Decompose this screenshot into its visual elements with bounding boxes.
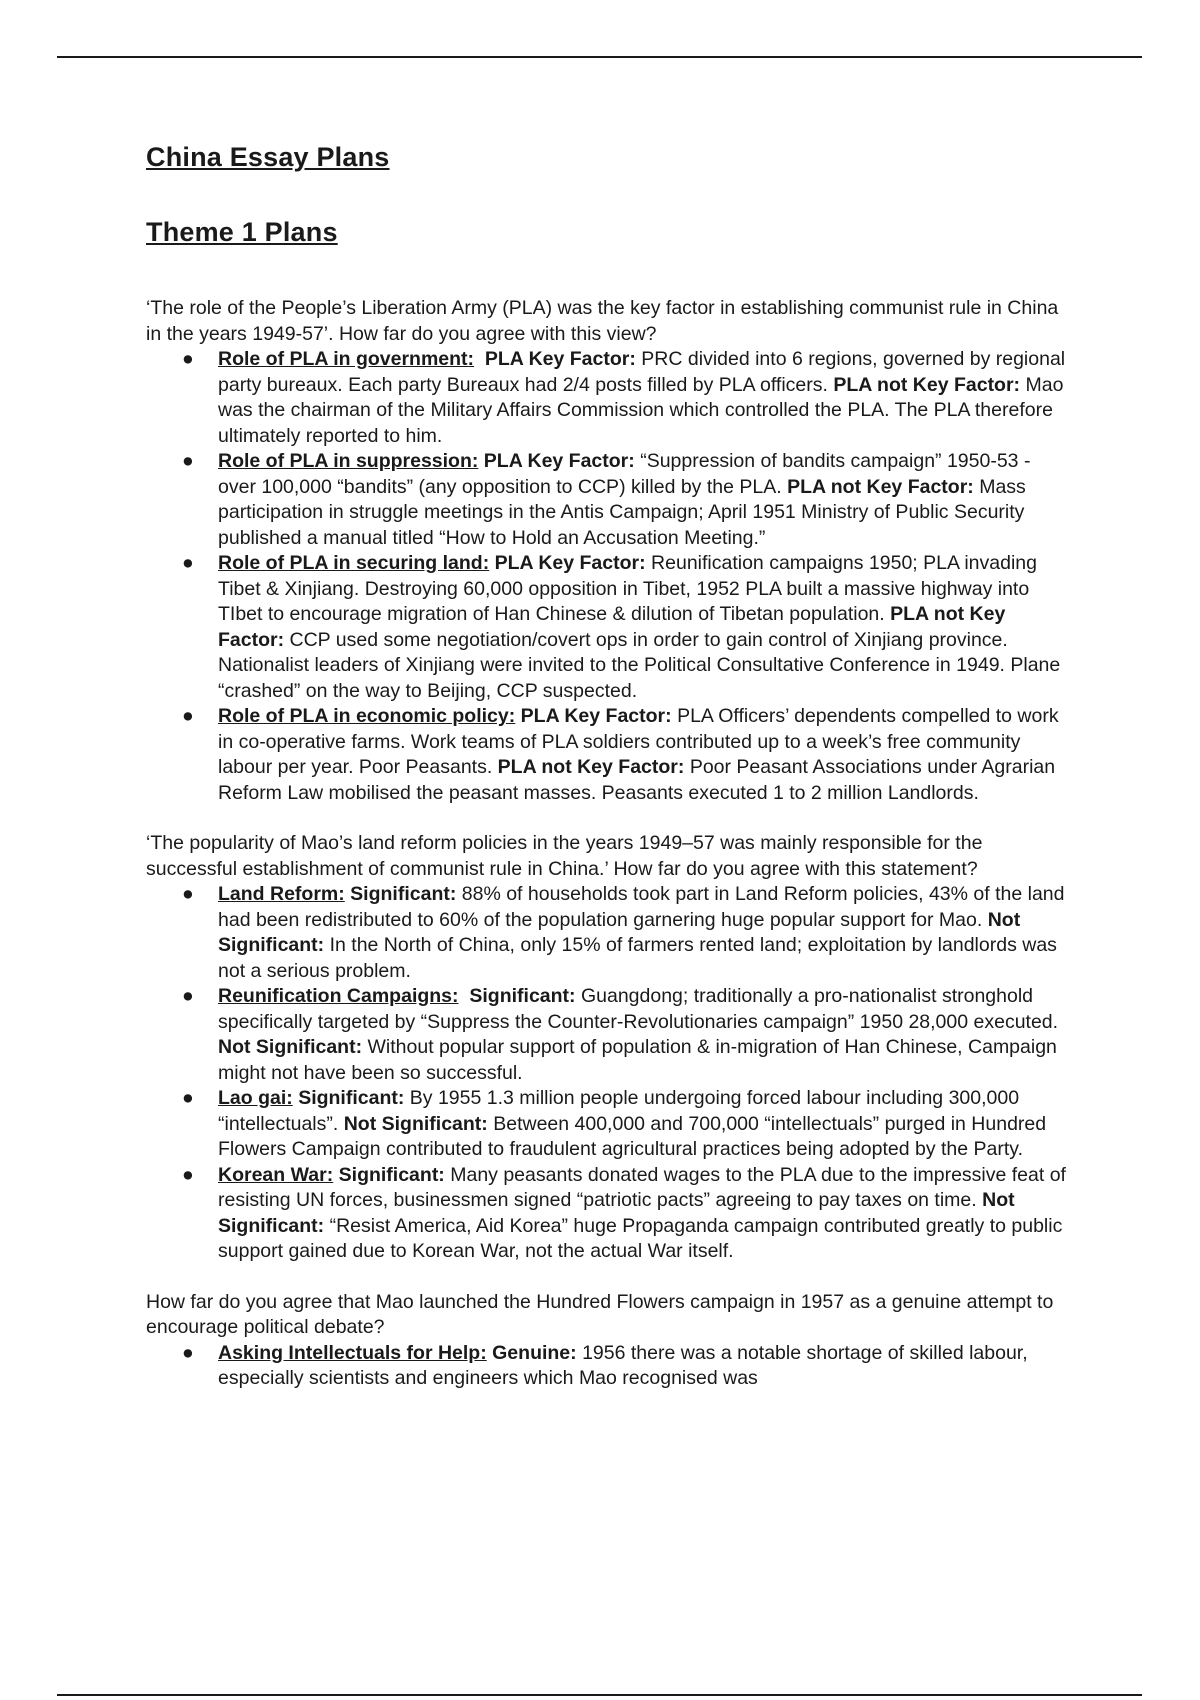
- against-label: Not Significant:: [218, 1189, 1015, 1237]
- bullet-icon: ●: [182, 552, 194, 574]
- point-topic: Lao gai:: [218, 1087, 293, 1109]
- point-list: [146, 882, 1066, 1265]
- essay-question: ‘The popularity of Mao’s land reform policies in the years 1949–57 was mainly responsible for the successful establishment of communist rule in China.’ How far do you agree with this statement?: [146, 832, 983, 880]
- bullet-icon: ●: [182, 883, 194, 905]
- for-label: PLA Key Factor:: [484, 348, 636, 370]
- theme-heading: Theme 1 Plans: [146, 217, 338, 247]
- essay-question: How far do you agree that Mao launched the Hundred Flowers campaign in 1957 as a genuine attempt to encourage political debate?: [146, 1290, 1054, 1338]
- against-text: “Resist America, Aid Korea” huge Propaganda campaign contributed greatly to public support gained due to Korean War, not the actual War itself.: [218, 1214, 1063, 1262]
- point-item: [182, 347, 1066, 449]
- top-rule: [57, 56, 1142, 58]
- for-label: PLA Key Factor:: [483, 450, 635, 472]
- document-body: [146, 142, 1066, 1392]
- for-text: Guangdong; traditionally a pro-nationalist stronghold specifically targeted by “Suppress the Counter-Revolutionaries campaign” 1950 28,000 executed.: [218, 985, 1059, 1033]
- point-topic: Korean War:: [218, 1163, 334, 1186]
- against-label: PLA not Key Factor:: [218, 603, 1006, 651]
- for-label: Significant:: [469, 985, 576, 1007]
- bullet-icon: ●: [182, 1087, 194, 1109]
- against-label: PLA not Key Factor:: [497, 756, 685, 778]
- for-label: Significant:: [338, 1163, 445, 1186]
- point-topic: Reunification Campaigns:: [218, 985, 459, 1007]
- point-item: [182, 449, 1066, 551]
- point-topic: Role of PLA in government:: [218, 348, 475, 370]
- against-label: Not Significant:: [343, 1112, 488, 1135]
- essay-plan-1: [146, 296, 1066, 806]
- point-list: [146, 347, 1066, 806]
- point-item: [182, 1341, 1066, 1392]
- point-item: [182, 1086, 1066, 1163]
- essay-question: ‘The role of the People’s Liberation Army (PLA) was the key factor in establishing communist rule in China in the years 1949-57’. How far do you agree with this view?: [146, 297, 1059, 345]
- bullet-icon: ●: [182, 985, 194, 1007]
- for-label: Genuine:: [492, 1341, 577, 1364]
- against-text: In the North of China, only 15% of farmers rented land; exploitation by landlords was not a serious problem.: [218, 934, 1057, 982]
- point-list: [146, 1341, 1066, 1392]
- against-label: PLA not Key Factor:: [833, 373, 1021, 396]
- for-text: 88% of households took part in Land Reform policies, 43% of the land had been redistributed to 60% of the population garnering huge popular support for Mao.: [218, 883, 1065, 931]
- point-item: [182, 551, 1066, 704]
- point-item: [182, 984, 1066, 1086]
- point-topic: Role of PLA in securing land:: [218, 552, 490, 574]
- against-text: CCP used some negotiation/covert ops in order to gain control of Xinjiang province. Nationalist leaders of Xinjiang were invited to the Political Consultative Conference in 1949. Plane “crashed” on the way to Beijing, CCP suspected.: [218, 628, 1061, 702]
- for-label: Significant:: [350, 883, 457, 905]
- for-text: Many peasants donated wages to the PLA due to the impressive feat of resisting UN forces, businessmen signed “patriotic pacts” agreeing to pay taxes on time.: [218, 1163, 1066, 1211]
- for-text: PRC divided into 6 regions, governed by regional party bureaux. Each party Bureaux had 2/4 posts filled by PLA officers.: [218, 348, 1066, 396]
- point-item: [182, 1163, 1066, 1265]
- bullet-icon: ●: [182, 705, 194, 727]
- point-topic: Land Reform:: [218, 883, 345, 905]
- bullet-icon: ●: [182, 1163, 194, 1186]
- point-topic: Role of PLA in suppression:: [218, 450, 479, 472]
- against-text: Without popular support of population & in-migration of Han Chinese, Campaign might not have been so successful.: [218, 1036, 1057, 1084]
- bullet-icon: ●: [182, 450, 194, 472]
- against-label: PLA not Key Factor:: [787, 475, 974, 498]
- essay-plan-2: [146, 831, 1066, 1265]
- against-label: Not Significant:: [218, 908, 1021, 956]
- point-topic: Asking Intellectuals for Help:: [218, 1341, 487, 1364]
- against-text: Poor Peasant Associations under Agrarian Reform Law mobilised the peasant masses. Peasants executed 1 to 2 million Landlords.: [218, 756, 1056, 804]
- for-text: 1956 there was a notable shortage of skilled labour, especially scientists and engineers which Mao recognised was: [218, 1341, 1028, 1389]
- against-text: Mao was the chairman of the Military Affairs Commission which controlled the PLA. The PLA therefore ultimately reported to him.: [218, 373, 1064, 447]
- point-item: [182, 882, 1066, 984]
- for-text: Reunification campaigns 1950; PLA invading Tibet & Xinjiang. Destroying 60,000 opposition in Tibet, 1952 PLA built a massive highway into TIbet to encourage migration of Han Chinese & dilution of Tibetan population.: [218, 552, 1037, 625]
- bullet-icon: ●: [182, 348, 194, 370]
- for-label: PLA Key Factor:: [520, 705, 672, 727]
- bullet-icon: ●: [182, 1341, 194, 1364]
- for-label: Significant:: [298, 1087, 405, 1109]
- essay-plan-3: [146, 1290, 1066, 1392]
- for-text: PLA Officers’ dependents compelled to work in co-operative farms. Work teams of PLA soldiers contributed up to a week’s free community labour per year. Poor Peasants.: [218, 705, 1059, 778]
- for-text: “Suppression of bandits campaign” 1950-53 - over 100,000 “bandits” (any opposition to CCP) killed by the PLA.: [218, 450, 1031, 498]
- for-label: PLA Key Factor:: [494, 552, 646, 574]
- point-topic: Role of PLA in economic policy:: [218, 705, 516, 727]
- against-label: Not Significant:: [218, 1036, 363, 1058]
- for-text: By 1955 1.3 million people undergoing forced labour including 300,000 “intellectuals”.: [218, 1087, 1020, 1135]
- point-item: [182, 704, 1066, 806]
- against-text: Mass participation in struggle meetings in the Antis Campaign; April 1951 Ministry of Public Security published a manual titled “How to Hold an Accusation Meeting.”: [218, 475, 1026, 549]
- document-title: China Essay Plans: [146, 142, 390, 172]
- bottom-rule: [57, 1694, 1142, 1696]
- against-text: Between 400,000 and 700,000 “intellectuals” purged in Hundred Flowers Campaign contributed to fraudulent agricultural practices being adopted by the Party.: [218, 1112, 1047, 1160]
